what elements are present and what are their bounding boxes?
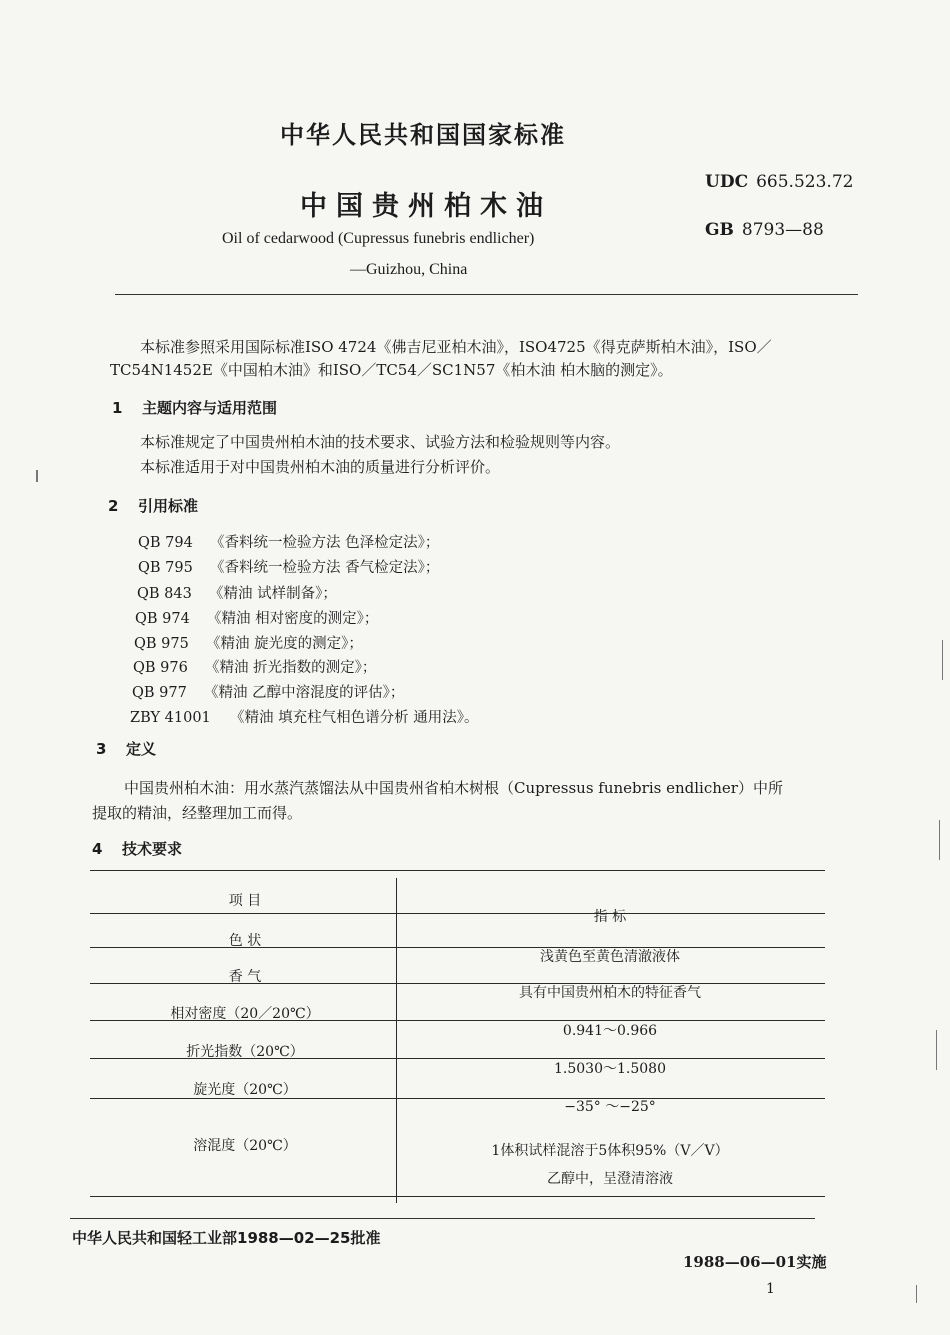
section-4-title: 技术要求: [122, 840, 183, 858]
table-rule: [90, 870, 825, 871]
table-cell-item: 溶混度（20℃）: [193, 1138, 297, 1154]
reference-title: 《精油 旋光度的测定》；: [206, 636, 363, 652]
english-title-line2: —Guizhou, China: [350, 261, 468, 278]
table-header-item: 项 目: [228, 893, 262, 909]
reference-title: 《精油 试样制备》；: [209, 586, 337, 602]
reference-code: QB 794: [138, 535, 193, 551]
table-cell-index: 1.5030～1.5080: [554, 1061, 666, 1077]
intro-line-2: TC54N1452E《中国柏木油》和ISO／TC54／SC1N57《柏木油 柏木脑的测定》。: [110, 361, 673, 379]
reference-item: [135, 607, 378, 628]
table-cell-index: 具有中国贵州柏木的特征香气: [519, 985, 701, 1001]
section-4-heading: [92, 838, 182, 859]
section-3-number: 3: [96, 740, 107, 758]
section-3-title: 定义: [126, 740, 157, 758]
reference-code: QB 974: [135, 611, 190, 627]
reference-code: QB 976: [133, 660, 188, 676]
reference-item: [138, 531, 439, 552]
section-2-title: 引用标准: [138, 497, 199, 515]
table-rule: [90, 983, 825, 984]
intro-line-1: 本标准参照采用国际标准ISO 4724《佛吉尼亚柏木油》，ISO4725《得克萨斯柏木油》，ISO／: [140, 338, 772, 356]
udc-code: [705, 172, 853, 192]
reference-code: ZBY 41001: [130, 710, 211, 726]
footer-divider: [70, 1218, 815, 1219]
reference-title: 《精油 填充柱气相色谱分析 通用法》。: [230, 710, 479, 726]
gb-label: GB: [705, 220, 734, 240]
table-cell-index: 浅黄色至黄色清澈液体: [540, 949, 680, 965]
table-cell-index: −35° ～−25°: [564, 1099, 656, 1115]
section-1-title: 主题内容与适用范围: [142, 399, 278, 417]
gb-code: [705, 220, 824, 240]
section-3-paragraph-1: 中国贵州柏木油：用水蒸汽蒸馏法从中国贵州省柏木树根（Cupressus funebris endlicher）中所: [124, 779, 783, 797]
english-title-line1: Oil of cedarwood (Cupressus funebris endlicher): [222, 230, 535, 247]
reference-code: QB 843: [137, 586, 192, 602]
table-cell-item: 旋光度（20℃）: [193, 1082, 297, 1098]
section-1-number: 1: [112, 399, 123, 417]
table-rule: [90, 947, 825, 948]
reference-code: QB 795: [138, 560, 193, 576]
table-cell-item: 香 气: [228, 969, 262, 985]
reference-title: 《香料统一检验方法 香气检定法》；: [210, 560, 440, 576]
reference-title: 《精油 相对密度的测定》；: [207, 611, 379, 627]
table-rule: [90, 913, 825, 914]
scan-mark: [942, 640, 943, 680]
scan-mark: [939, 820, 940, 860]
table-cell-index: 1体积试样混溶于5体积95%（V／V）: [491, 1143, 729, 1159]
table-header-index: 指 标: [593, 909, 627, 925]
section-2-number: 2: [108, 497, 119, 515]
table-cell-index-line2: 乙醇中，呈澄清溶液: [547, 1171, 673, 1187]
section-2-heading: [108, 495, 198, 516]
section-1-paragraph-2: 本标准适用于对中国贵州柏木油的质量进行分析评价。: [140, 458, 501, 476]
reference-code: QB 975: [134, 636, 189, 652]
reference-code: QB 977: [132, 685, 187, 701]
table-cell-item: 折光指数（20℃）: [186, 1044, 304, 1060]
scan-mark: [936, 1030, 937, 1070]
section-1-paragraph-1: 本标准规定了中国贵州柏木油的技术要求、试验方法和检验规则等内容。: [140, 433, 621, 451]
section-1-heading: [112, 397, 277, 418]
table-rule: [90, 1196, 825, 1197]
reference-title: 《精油 折光指数的测定》；: [205, 660, 377, 676]
reference-item: [133, 656, 376, 677]
reference-item: [132, 681, 404, 702]
section-3-heading: [96, 738, 156, 759]
reference-title: 《香料统一检验方法 色泽检定法》；: [210, 535, 440, 551]
udc-label: UDC: [705, 172, 749, 192]
scan-mark: [916, 1285, 917, 1303]
page-number: 1: [766, 1281, 775, 1297]
national-standard-heading: 中华人民共和国国家标准: [280, 121, 566, 149]
table-cell-item: 相对密度（20／20℃）: [170, 1006, 320, 1022]
implementation-date: 1988—06—01实施: [683, 1253, 827, 1271]
page-title: 中国贵州柏木油: [300, 191, 552, 222]
approval-statement: 中华人民共和国轻工业部1988—02—25批准: [72, 1229, 381, 1247]
reference-item: [134, 632, 363, 653]
udc-value: 665.523.72: [756, 172, 854, 192]
header-divider: [115, 294, 858, 295]
section-3-paragraph-2: 提取的精油，经整理加工而得。: [92, 804, 303, 822]
reference-item: [137, 582, 337, 603]
reference-item: [138, 556, 439, 577]
technical-requirements-table: [90, 870, 825, 1200]
table-cell-index: 0.941～0.966: [562, 1023, 658, 1039]
scan-mark: [36, 470, 38, 482]
reference-title: 《精油 乙醇中溶混度的评估》；: [204, 685, 405, 701]
gb-value: 8793—88: [741, 220, 824, 240]
section-4-number: 4: [92, 840, 103, 858]
table-column-divider: [396, 878, 397, 1203]
reference-item: [130, 706, 478, 727]
table-cell-item: 色 状: [228, 933, 262, 949]
